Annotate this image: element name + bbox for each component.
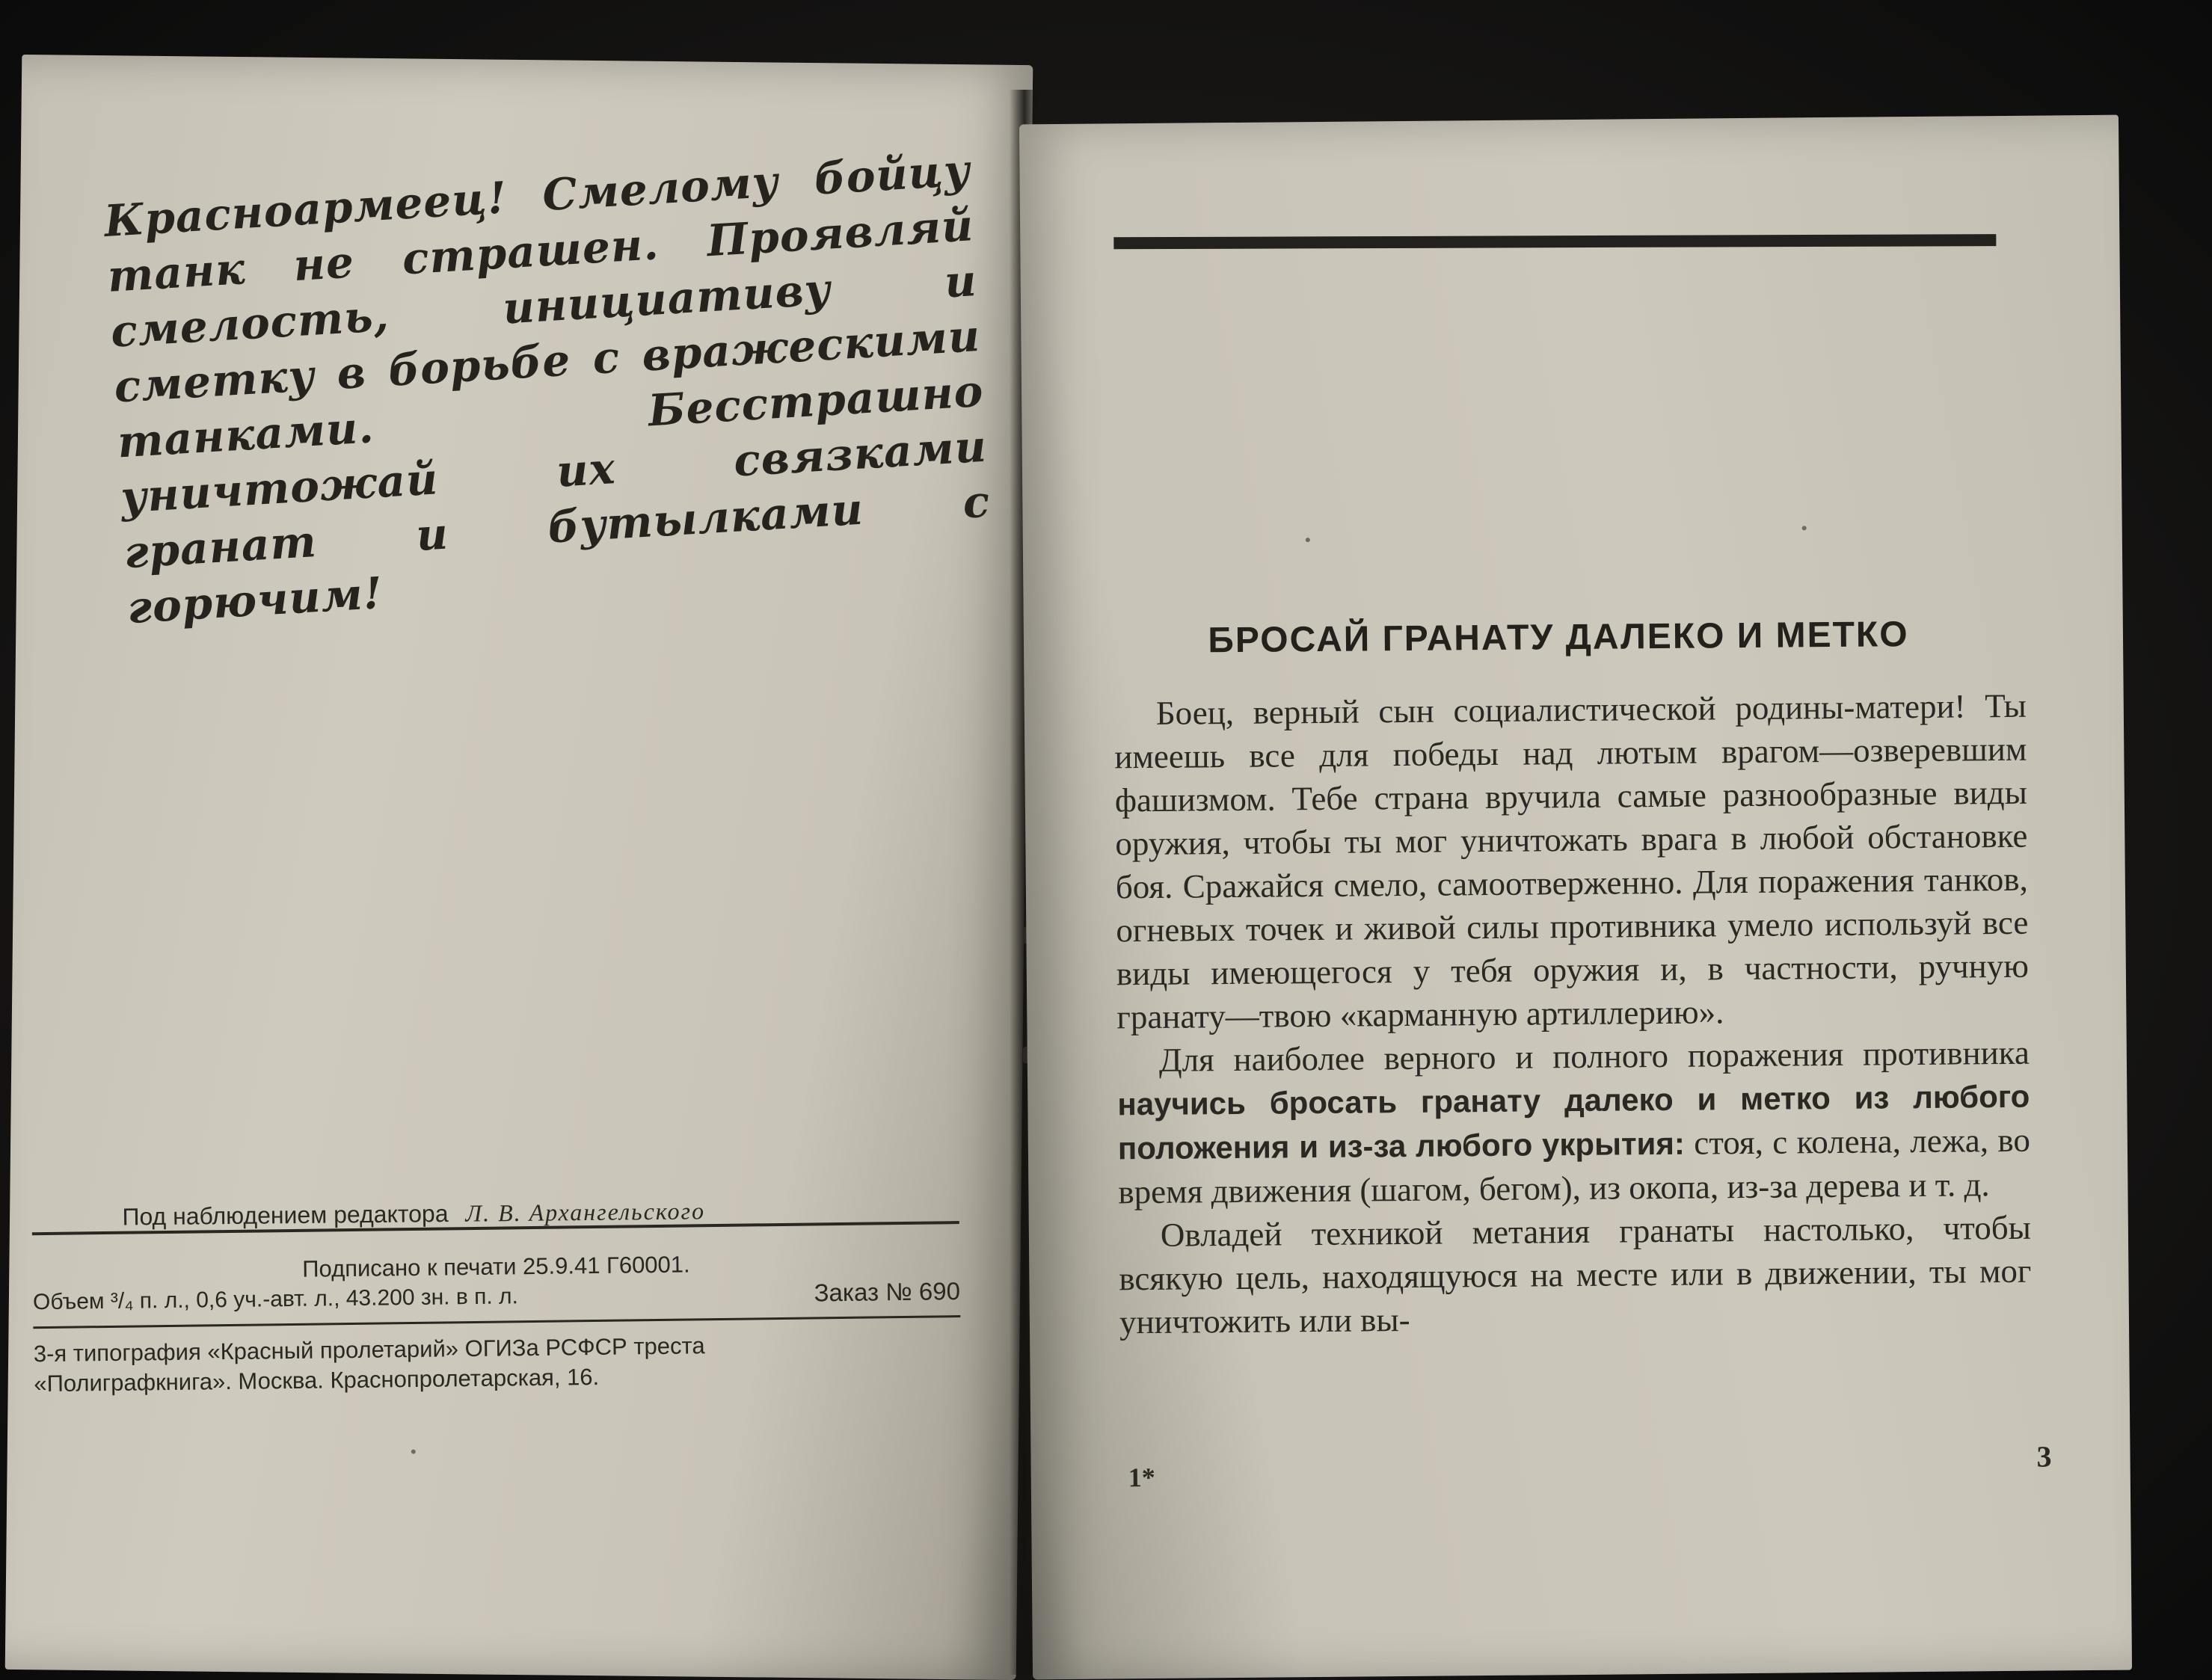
body-text	[1114, 684, 2033, 1344]
paragraph-2-start: Для наиболее верного и полного поражения противника	[1158, 1033, 2030, 1079]
paragraph-2-emphasis: научись бросать гранату далеко и метко из любого положения и из-за любого укрытия:	[1117, 1078, 2030, 1166]
imprint-block	[32, 1221, 962, 1399]
slogan-text: Красноармеец! Смелому бойцу танк не страшен. Проявляй смелость, инициативу и сметку в борьбе с вражескими танками. Бесстрашно уничтожай их связками гранат и бутылками с горючим!	[102, 144, 992, 634]
editor-name: Л. В. Архангельского	[465, 1197, 706, 1227]
imprint-volume: Объем ³/₄ п. л., 0,6 уч.-авт. л., 43.200 зн. в п. л.	[32, 1284, 519, 1315]
decorative-rule	[1113, 234, 1996, 249]
paragraph-1: Боец, верный сын социалистической родины-матери! Ты имеешь все для победы над лютым врагом—озверевшим фашизмом. Тебе страна вручила самые разнообразные виды оружия, чтобы ты мог уничтожать врага в любой обстановке боя. Сражайся смело, самоотверженно. Для поражения танков, огневых точек и живой силы противника умело используй все виды имеющегося у тебя оружия и, в частности, ручную гранату—твою «карманную артиллерию».	[1114, 686, 2030, 1036]
paragraph-2	[1117, 1031, 2031, 1214]
left-page	[5, 55, 1033, 1680]
paragraph-3: Овладей техникой метания гранаты настолько, чтобы всякую цель, находящуюся на месте или в движении, ты мог уничтожить или вы-	[1119, 1208, 2032, 1341]
imprint-divider	[33, 1315, 960, 1329]
imprint-printer-line2: «Полиграфкнига». Москва. Краснопролетарская, 16.	[34, 1363, 600, 1397]
signature-mark: 1*	[1128, 1462, 1155, 1493]
imprint-order: Заказ № 690	[814, 1277, 961, 1307]
chapter-title: БРОСАЙ ГРАНАТУ ДАЛЕКО И МЕТКО	[1208, 615, 1909, 661]
editor-label: Под наблюдением редактора	[122, 1199, 449, 1231]
imprint-signed: Подписано к печати 25.9.41 Г60001.	[302, 1251, 690, 1282]
page-number: 3	[2036, 1439, 2052, 1474]
paper-speck	[1802, 526, 1807, 530]
paper-speck	[411, 1450, 416, 1454]
paragraph-2-end: стоя, с колена, лежа, во время движения (шагом, бегом), из окопа, из-за дерева и т. д.	[1118, 1121, 2031, 1211]
imprint-printer-line1: 3-я типография «Красный пролетарий» ОГИЗа РСФСР треста	[33, 1332, 705, 1367]
paper-speck	[1306, 538, 1310, 542]
right-page	[1019, 115, 2132, 1680]
